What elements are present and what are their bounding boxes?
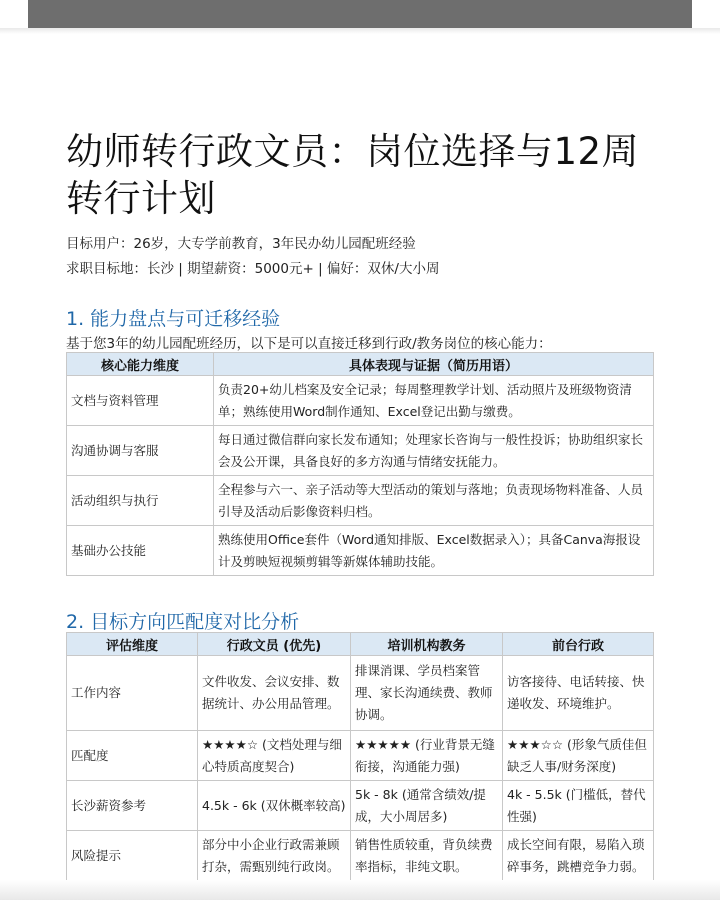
table-row [67,731,654,781]
target-user-line: 目标用户：26岁，大专学前教育，3年民办幼儿园配班经验 [66,236,416,252]
table-row [67,781,654,831]
ability-evidence: 全程参与六一、亲子活动等大型活动的策划与落地；负责现场物料准备、人员引导及活动后影像资料归档。 [214,476,654,526]
training-academic-cell: 排课消课、学员档案管理、家长沟通续费、教师协调。 [351,656,503,731]
training-academic-cell: ★★★★★ (行业背景无缝衔接，沟通能力强) [351,731,503,781]
front-desk-cell: 成长空间有限，易陷入琐碎事务，跳槽竞争力弱。 [503,831,654,881]
ability-dimension: 基础办公技能 [67,526,214,576]
section2-heading: 2. 目标方向匹配度对比分析 [66,611,300,633]
front-desk-cell: 访客接待、电话转接、快递收发、环境维护。 [503,656,654,731]
ability-dimension: 文档与资料管理 [67,376,214,426]
ability-table [66,352,654,576]
admin-clerk-cell: 文件收发、会议安排、数据统计、办公用品管理。 [198,656,351,731]
ability-evidence: 熟练使用Office套件（Word通知排版、Excel数据录入）；具备Canva海报设计及剪映短视频剪辑等新媒体辅助技能。 [214,526,654,576]
page-title: 幼师转行政文员：岗位选择与12周转行计划 [66,130,640,220]
admin-clerk-cell: ★★★★☆ (文档处理与细心特质高度契合) [198,731,351,781]
eval-dimension: 风险提示 [67,831,198,881]
table-header-cell: 具体表现与证据（简历用语） [214,353,654,376]
table-header-row [67,633,654,656]
training-academic-cell: 5k - 8k (通常含绩效/提成，大小周居多) [351,781,503,831]
section1-intro: 基于您3年的幼儿园配班经历，以下是可以直接迁移到行政/教务岗位的核心能力： [66,336,552,352]
admin-clerk-cell: 4.5k - 6k (双休概率较高) [198,781,351,831]
table-row [67,476,654,526]
table-row [67,656,654,731]
ability-evidence: 每日通过微信群向家长发布通知；处理家长咨询与一般性投诉；协助组织家长会及公开课，具备良好的多方沟通与情绪安抚能力。 [214,426,654,476]
match-comparison-table [66,632,654,881]
ability-dimension: 沟通协调与客服 [67,426,214,476]
table-header-row [67,353,654,376]
front-desk-cell: 4k - 5.5k (门槛低，替代性强) [503,781,654,831]
front-desk-cell: ★★★☆☆ (形象气质佳但缺乏人事/财务深度) [503,731,654,781]
table-row [67,831,654,881]
admin-clerk-cell: 部分中小企业行政需兼顾打杂，需甄别纯行政岗。 [198,831,351,881]
ability-dimension: 活动组织与执行 [67,476,214,526]
eval-dimension: 工作内容 [67,656,198,731]
table-header-cell: 培训机构教务 [351,633,503,656]
ability-evidence: 负责20+幼儿档案及安全记录；每周整理教学计划、活动照片及班级物资清单；熟练使用Word制作通知、Excel登记出勤与缴费。 [214,376,654,426]
top-toolbar-bar [28,0,692,28]
eval-dimension: 长沙薪资参考 [67,781,198,831]
toolbar-shadow [0,28,720,34]
page-bottom-shadow [0,880,720,900]
table-row [67,526,654,576]
table-header-cell: 行政文员 (优先) [198,633,351,656]
table-header-cell: 前台行政 [503,633,654,656]
table-header-cell: 评估维度 [67,633,198,656]
table-row [67,426,654,476]
table-header-cell: 核心能力维度 [67,353,214,376]
section1-heading: 1. 能力盘点与可迁移经验 [66,308,281,330]
eval-dimension: 匹配度 [67,731,198,781]
table-row [67,376,654,426]
training-academic-cell: 销售性质较重，背负续费率指标，非纯文职。 [351,831,503,881]
job-target-line: 求职目标地：长沙 | 期望薪资：5000元+ | 偏好：双休/大小周 [66,261,440,277]
